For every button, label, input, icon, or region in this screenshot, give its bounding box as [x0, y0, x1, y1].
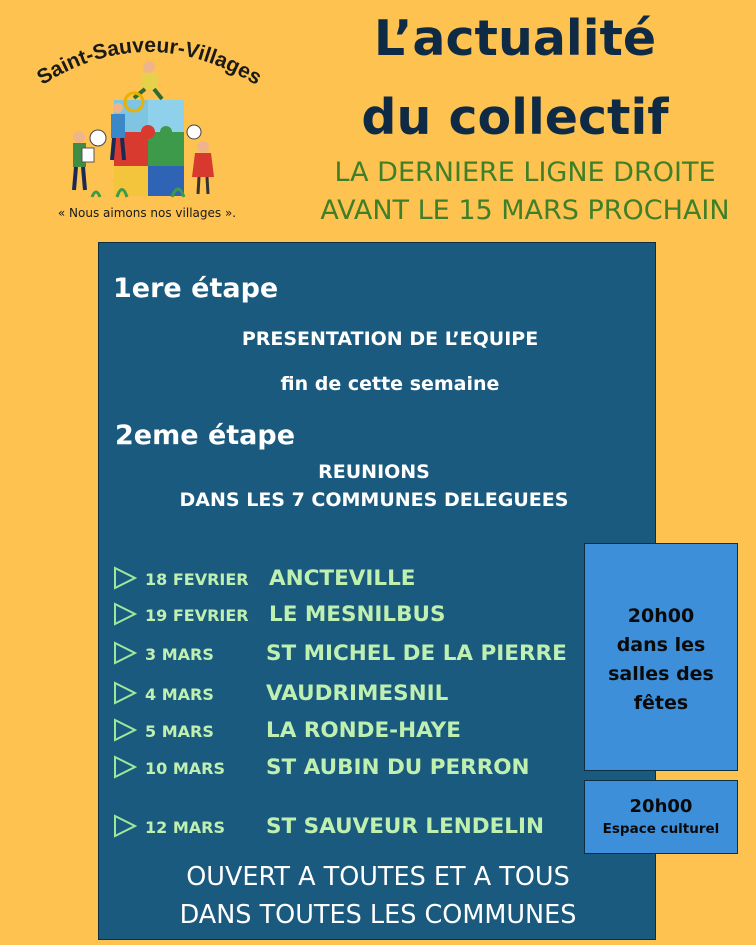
- logo-arc-text: Saint-Sauveur-Villages: [33, 33, 266, 90]
- meeting-date: 12 MARS: [145, 818, 225, 837]
- title-line-1: L’actualité: [373, 10, 657, 67]
- meeting-date: 18 FEVRIER: [145, 570, 249, 589]
- play-arrow-icon: [113, 641, 137, 665]
- meeting-date: 4 MARS: [145, 685, 214, 704]
- info-box-1-line1: dans les: [616, 634, 706, 656]
- play-arrow-icon: [113, 718, 137, 742]
- play-arrow-icon: [113, 566, 137, 590]
- play-arrow-icon: [113, 814, 137, 838]
- puzzle-people-illustration: [22, 22, 272, 207]
- play-arrow-icon: [113, 681, 137, 705]
- info-box-salles: [584, 543, 738, 771]
- meeting-town: VAUDRIMESNIL: [266, 681, 449, 706]
- meeting-date: 5 MARS: [145, 722, 214, 741]
- play-arrow-icon: [113, 755, 137, 779]
- step2-heading: 2eme étape: [115, 420, 296, 451]
- step1-line1: PRESENTATION DE L’EQUIPE: [241, 328, 539, 350]
- logo: [22, 22, 272, 227]
- step1-line2: fin de cette semaine: [280, 373, 500, 395]
- subtitle-line-1: LA DERNIERE LIGNE DROITE: [334, 157, 716, 188]
- meeting-date: 19 FEVRIER: [145, 606, 249, 625]
- meeting-town: ST SAUVEUR LENDELIN: [266, 814, 544, 839]
- meeting-town: ST AUBIN DU PERRON: [266, 755, 530, 780]
- play-arrow-icon: [113, 602, 137, 626]
- info-box-1-time: 20h00: [627, 605, 695, 627]
- info-box-1-line2: salles des: [608, 663, 714, 685]
- meeting-date: 10 MARS: [145, 759, 225, 778]
- step1-heading: 1ere étape: [113, 273, 279, 304]
- subtitle-line-2: AVANT LE 15 MARS PROCHAIN: [320, 195, 730, 226]
- meeting-date: 3 MARS: [145, 645, 214, 664]
- logo-tagline: « Nous aimons nos villages ».: [57, 206, 237, 220]
- step2-line2: DANS LES 7 COMMUNES DELEGUEES: [179, 489, 569, 511]
- title-line-2: du collectif: [361, 89, 669, 146]
- info-box-2-place: Espace culturel: [602, 821, 720, 837]
- meeting-town: LA RONDE-HAYE: [266, 718, 461, 743]
- footer-line-1: OUVERT A TOUTES ET A TOUS: [186, 862, 570, 892]
- meeting-town: ST MICHEL DE LA PIERRE: [266, 641, 567, 666]
- info-box-1-line3: fêtes: [633, 692, 689, 714]
- meeting-town: ANCTEVILLE: [269, 566, 416, 591]
- info-box-espace-culturel: [584, 780, 738, 854]
- schedule-panel: [98, 242, 656, 940]
- info-box-2-time: 20h00: [629, 796, 693, 817]
- meeting-town: LE MESNILBUS: [269, 602, 446, 627]
- footer-line-2: DANS TOUTES LES COMMUNES: [179, 900, 577, 930]
- step2-line1: REUNIONS: [318, 461, 430, 483]
